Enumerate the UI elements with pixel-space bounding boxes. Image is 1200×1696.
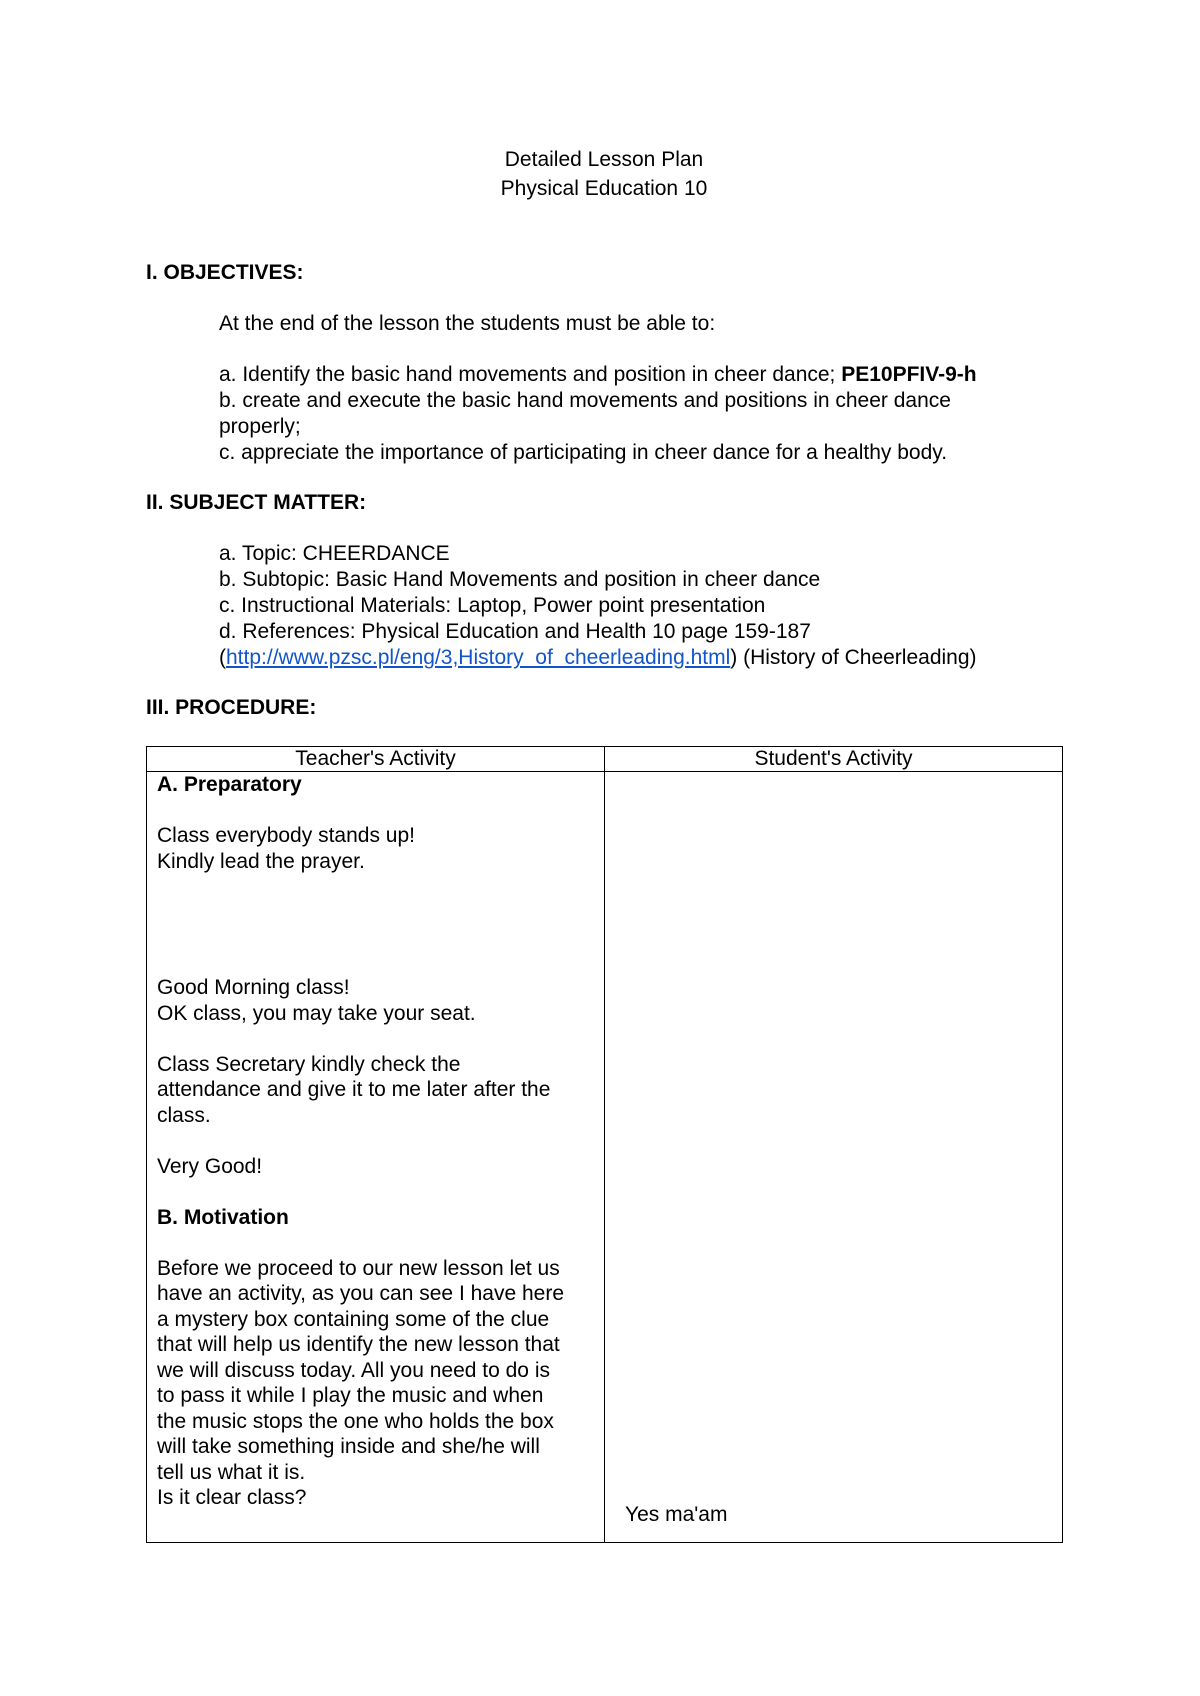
teacher-attendance-1: Class Secretary kindly check the <box>157 1052 461 1076</box>
motivation-line: Before we proceed to our new lesson let us <box>157 1256 560 1280</box>
motivation-line: to pass it while I play the music and when <box>157 1384 544 1407</box>
motivation-line: tell us what it is. <box>157 1460 306 1484</box>
teacher-column-header: Teacher's Activity <box>147 747 605 772</box>
subject-subtopic: b. Subtopic: Basic Hand Movements and position in cheer dance <box>219 568 821 591</box>
student-column-header: Student's Activity <box>605 747 1063 772</box>
procedure-table <box>146 746 1063 1543</box>
subject-matter-list <box>219 541 977 671</box>
motivation-line: a mystery box containing some of the clue <box>157 1307 550 1331</box>
teacher-clear-question: Is it clear class? <box>157 1486 307 1509</box>
teacher-stand-up: Class everybody stands up! <box>157 824 415 847</box>
subject-reference-link-line: (http://www.pzsc.pl/eng/3,History_of_cheerleading.html) (History of Cheerleading) <box>219 646 977 669</box>
teacher-greeting: Good Morning class! <box>157 976 350 999</box>
document-title: Detailed Lesson Plan <box>504 148 704 171</box>
motivation-line: we will discuss today. All you need to do is <box>157 1358 550 1382</box>
objective-c: c. appreciate the importance of participating in cheer dance for a healthy body. <box>219 441 948 464</box>
preparatory-heading: A. Preparatory <box>157 773 302 796</box>
teacher-activity-cell <box>147 772 605 1543</box>
subject-materials: c. Instructional Materials: Laptop, Power point presentation <box>219 594 766 617</box>
competency-code: PE10PFIV-9-h <box>841 363 977 386</box>
procedure-header-row <box>147 747 1063 772</box>
document-title-block <box>0 145 1200 203</box>
document-subtitle: Physical Education 10 <box>500 177 708 200</box>
motivation-line: that will help us identify the new lesson that <box>157 1333 560 1356</box>
objectives-intro: At the end of the lesson the students must be able to: <box>219 312 716 335</box>
procedure-body-row <box>147 772 1063 1543</box>
procedure-heading: III. PROCEDURE: <box>146 696 317 719</box>
teacher-seat: OK class, you may take your seat. <box>157 1001 476 1025</box>
objective-b-line2: properly; <box>219 415 301 438</box>
objective-b-line1: b. create and execute the basic hand movements and positions in cheer dance <box>219 389 951 412</box>
objectives-list <box>219 362 977 466</box>
teacher-very-good: Very Good! <box>157 1154 263 1178</box>
teacher-attendance-2: attendance and give it to me later after the <box>157 1078 551 1101</box>
student-activity-cell <box>605 772 1063 1543</box>
objectives-heading: I. OBJECTIVES: <box>146 261 304 284</box>
reference-link[interactable]: http://www.pzsc.pl/eng/3,History_of_cheerleading.html <box>226 646 731 669</box>
teacher-attendance-3: class. <box>157 1103 211 1127</box>
subject-topic: a. Topic: CHEERDANCE <box>219 542 450 565</box>
motivation-heading: B. Motivation <box>157 1205 289 1229</box>
motivation-line: the music stops the one who holds the box <box>157 1409 554 1433</box>
motivation-line: will take something inside and she/he will <box>157 1435 540 1458</box>
objective-a: a. Identify the basic hand movements and position in cheer dance; PE10PFIV-9-h <box>219 363 977 386</box>
teacher-prayer: Kindly lead the prayer. <box>157 849 365 873</box>
motivation-line: have an activity, as you can see I have here <box>157 1282 565 1305</box>
student-answer: Yes ma'am <box>625 1503 728 1526</box>
subject-references: d. References: Physical Education and Health 10 page 159-187 <box>219 620 811 643</box>
subject-matter-heading: II. SUBJECT MATTER: <box>146 491 367 514</box>
